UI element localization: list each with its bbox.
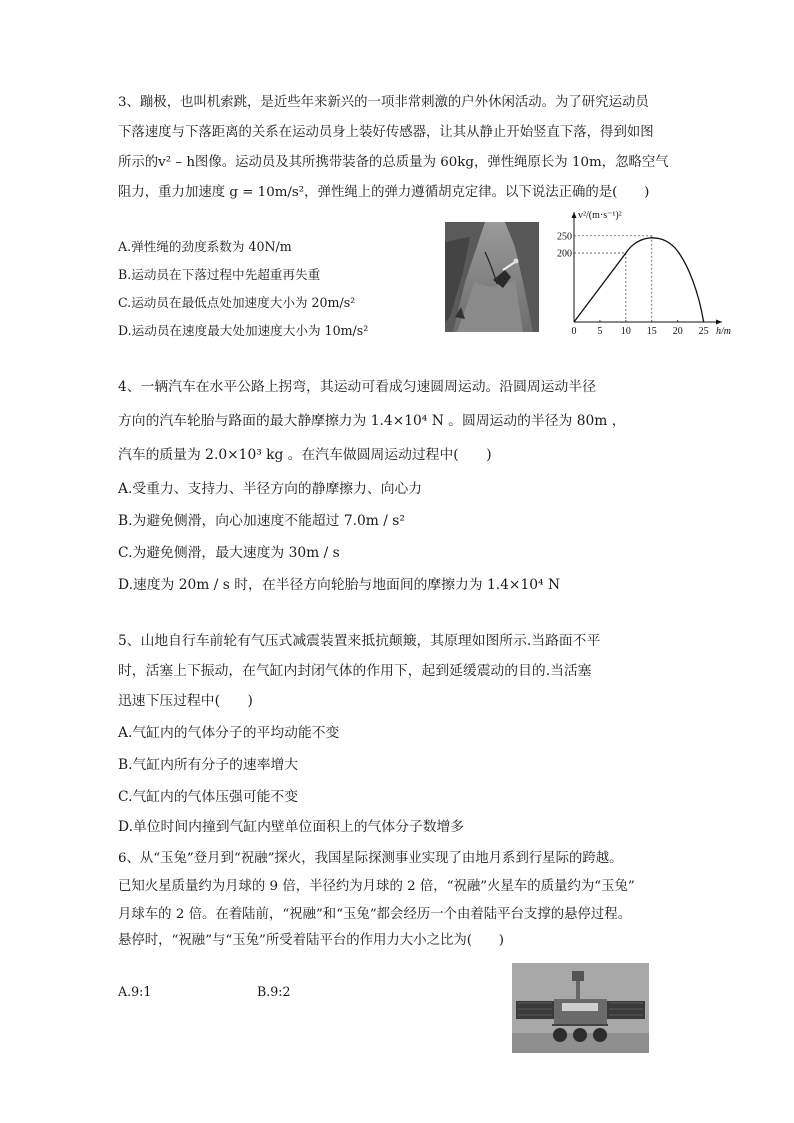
q5-stem-line-2: 时，活塞上下振动，在气缸内封闭气体的作用下，起到延缓震动的目的.当活塞: [118, 663, 592, 679]
q4-option-b: B.为避免侧滑，向心加速度不能超过 7.0m / s²: [118, 513, 405, 529]
y-axis-label: v²/(m·s⁻¹)²: [578, 210, 622, 221]
q3-stem-line-3: 所示的v² – h图像。运动员及其所携带装备的总质量为 60kg，弹性绳原长为 10m，忽略空气: [118, 155, 669, 170]
q5-option-c: C.气缸内的气体压强可能不变: [118, 789, 299, 805]
y-tick-label: 250: [557, 231, 572, 243]
zhurong-rover-photo: [512, 963, 649, 1053]
x-tick-label: 0: [571, 326, 577, 337]
q3-stem-line-2: 下落速度与下落距离的关系在运动员身上装好传感器，让其从静止开始竖直下落，得到如图: [118, 125, 654, 140]
q6-stem-line-3: 月球车的 2 倍。在着陆前，“祝融”和“玉兔”都会经历一个由着陆平台支撑的悬停过程。: [118, 907, 632, 922]
y-tick-label: 200: [557, 248, 572, 260]
q5-stem-line-1: 5、山地自行车前轮有气压式减震装置来抵抗颠簸，其原理如图所示.当路面不平: [118, 633, 601, 649]
q5-option-b: B.气缸内所有分子的速率增大: [118, 757, 299, 773]
q5-stem-line-3: 迅速下压过程中( ): [118, 693, 253, 709]
q4-option-a: A.受重力、支持力、半径方向的静摩擦力、向心力: [118, 481, 423, 497]
v2-h-graph: [556, 208, 731, 340]
q4-stem-line-2: 方向的汽车轮胎与路面的最大静摩擦力为 1.4×10⁴ N 。圆周运动的半径为 80m ，: [118, 413, 626, 429]
q6-stem-line-4: 悬停时，“祝融”与“玉兔”所受着陆平台的作用力大小之比为( ): [118, 933, 504, 948]
x-tick-label: 15: [646, 326, 657, 337]
q4-stem-line-1: 4、一辆汽车在水平公路上拐弯，其运动可看成匀速圆周运动。沿圆周运动半径: [118, 379, 596, 395]
q3-stem-line-1: 3、蹦极，也叫机索跳，是近些年来新兴的一项非常刺激的户外休闲活动。为了研究运动员: [118, 95, 649, 110]
q5-option-a: A.气缸内的气体分子的平均动能不变: [118, 725, 340, 741]
x-axis-arrow: [716, 320, 722, 325]
x-axis-label: h/m: [716, 326, 731, 337]
q6-stem-line-1: 6、从“玉兔”登月到“祝融”探火，我国星际探测事业实现了由地月系到行星际的跨越。: [118, 851, 623, 866]
y-axis-arrow: [572, 212, 577, 218]
series-line: [574, 238, 704, 322]
x-tick-label: 20: [672, 326, 683, 337]
q3-option-a: A.弹性绳的劲度系数为 40N/m: [118, 239, 292, 254]
q6-stem-line-2: 已知火星质量约为月球的 9 倍，半径约为月球的 2 倍，“祝融”火星车的质量约为“玉兔”: [118, 879, 635, 894]
q6-option-b: B.9:2: [257, 984, 291, 999]
q6-option-a: A.9:1: [118, 984, 152, 999]
q3-stem-line-4: 阻力，重力加速度 g = 10m/s²，弹性绳上的弹力遵循胡克定律。以下说法正确的是( ): [118, 185, 650, 200]
q4-option-d: D.速度为 20m / s 时，在半径方向轮胎与地面间的摩擦力为 1.4×10⁴ N: [118, 577, 561, 593]
x-tick-label: 10: [620, 326, 631, 337]
q3-option-c: C.运动员在最低点处加速度大小为 20m/s²: [118, 295, 356, 310]
x-tick-label: 5: [597, 326, 603, 337]
bungee-jump-photo: [445, 222, 539, 332]
q4-option-c: C.为避免侧滑，最大速度为 30m / s: [118, 545, 340, 561]
x-tick-label: 25: [698, 326, 709, 337]
q3-option-b: B.运动员在下落过程中先超重再失重: [118, 267, 321, 282]
q4-stem-line-3: 汽车的质量为 2.0×10³ kg 。在汽车做圆周运动过程中( ): [118, 447, 492, 463]
q3-option-d: D.运动员在速度最大处加速度大小为 10m/s²: [118, 323, 369, 338]
q5-option-d: D.单位时间内撞到气缸内壁单位面积上的气体分子数增多: [118, 819, 465, 835]
